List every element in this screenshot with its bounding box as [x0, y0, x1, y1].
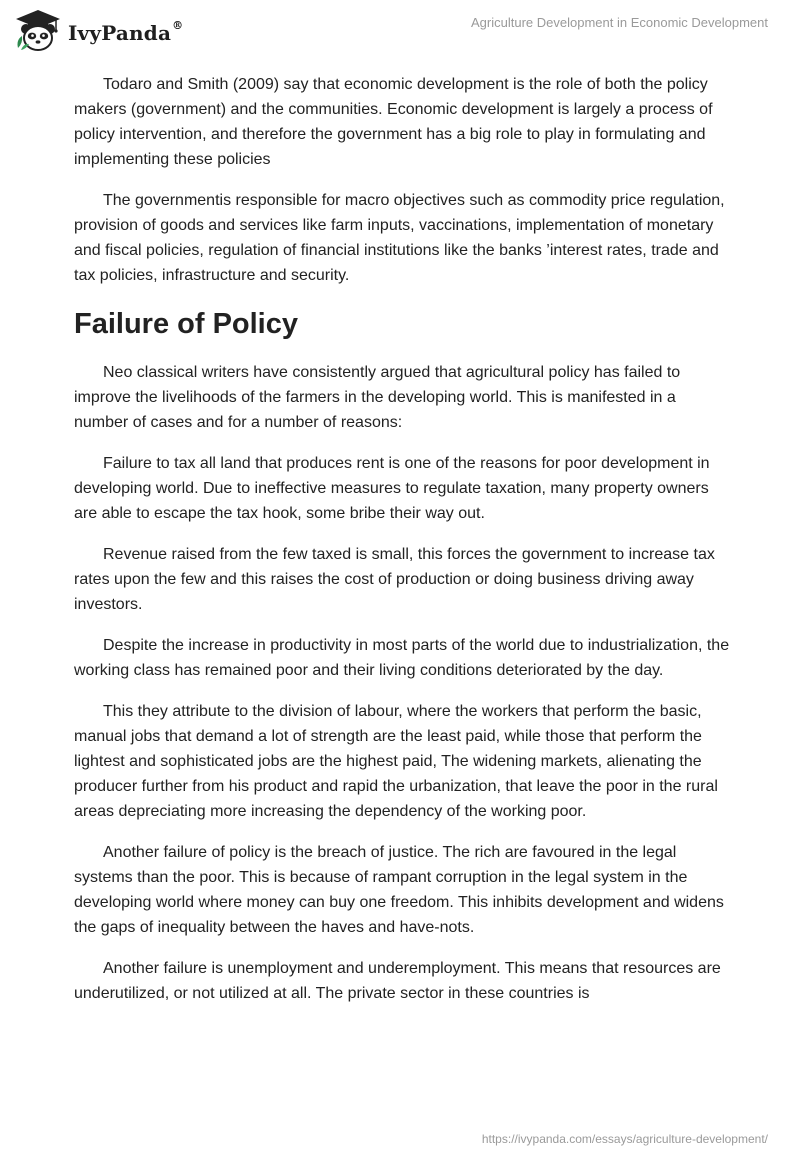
paragraph: Todaro and Smith (2009) say that economic development is the role of both the policy makers (government) and the communities. Economic development is largely a process of policy intervention, and therefore the government has a big role to play in formulating and implementing these policies: [74, 76, 713, 168]
paragraph: Failure to tax all land that produces rent is one of the reasons for poor development in developing world. Due to ineffective measures to regulate taxation, many property owners are able to escape the tax hook, some bribe their way out.: [74, 455, 710, 522]
paragraph: Revenue raised from the few taxed is small, this forces the government to increase tax rates upon the few and this raises the cost of production or doing business driving away investors.: [74, 546, 715, 613]
page-header: [0, 0, 800, 60]
logo-wordmark: IvyPanda®: [68, 19, 184, 45]
paragraph: This they attribute to the division of labour, where the workers that perform the basic, manual jobs that demand a lot of strength are the least paid, while those that perform the lightest and sophisticated jobs are the highest paid, The widening markets, alienating the producer further from his product and rapid the urbanization, that leave the poor in the rural areas depreciating more increasing the dependency of the working poor.: [74, 703, 718, 820]
paragraph: Another failure of policy is the breach of justice. The rich are favoured in the legal systems than the poor. This is because of rampant corruption in the legal system in the developing world where money can buy one freedom. This inhibits development and widens the gaps of inequality between the haves and have-nots.: [74, 844, 724, 936]
ivypanda-logo[interactable]: [14, 8, 183, 54]
section-heading: Failure of Policy: [74, 308, 298, 340]
paragraph: Despite the increase in productivity in most parts of the world due to industrialization, the working class has remained poor and their living conditions deteriorated by the day.: [74, 637, 730, 679]
paragraph: The governmentis responsible for macro objectives such as commodity price regulation, provision of goods and services like farm inputs, vaccinations, implementation of monetary and fiscal policies, regulation of financial institutions like the banks ’interest rates, trade and tax policies, infrastructure and security.: [74, 192, 725, 284]
registered-mark: ®: [172, 19, 184, 32]
panda-graduate-icon: [14, 8, 62, 54]
paragraph: Another failure is unemployment and underemployment. This means that resources are underutilized, or not utilized at all. The private sector in these countries is: [74, 960, 721, 1002]
source-url[interactable]: https://ivypanda.com/essays/agriculture-development/: [481, 1132, 768, 1146]
paragraph: Neo classical writers have consistently argued that agricultural policy has failed to improve the livelihoods of the farmers in the developing world. This is manifested in a number of cases and for a number of reasons:: [74, 364, 681, 431]
essay-content: [74, 72, 734, 1022]
document-title: Agriculture Development in Economic Development: [471, 15, 768, 30]
